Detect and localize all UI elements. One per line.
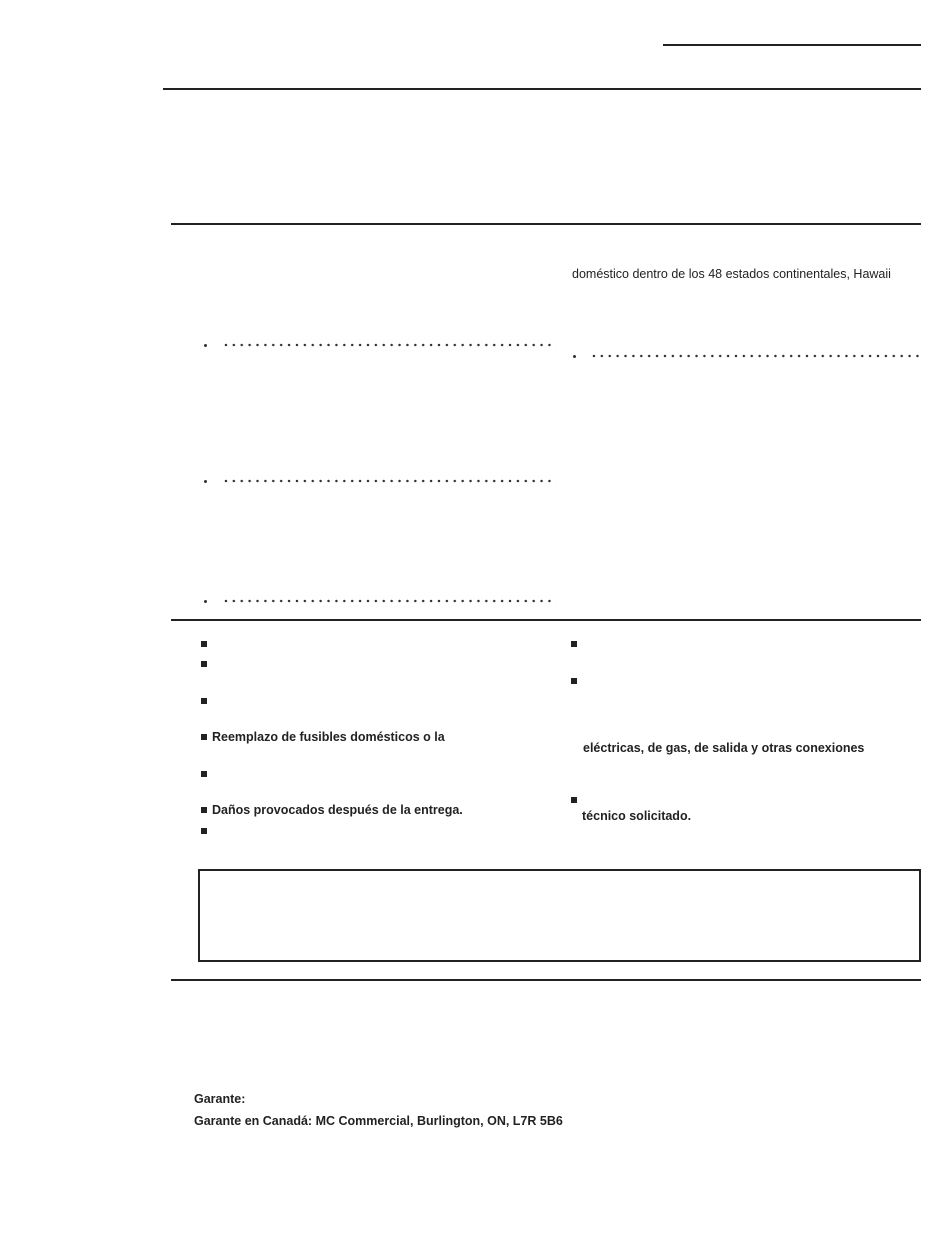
notice-box: [198, 869, 921, 962]
dot-leader-bullet: [204, 344, 207, 347]
list-item-fuses: Reemplazo de fusibles domésticos o la: [212, 730, 445, 744]
coverage-area-text: doméstico dentro de los 48 estados continentales, Hawaii: [572, 267, 891, 281]
list-bullet: [571, 797, 577, 803]
list-bullet: [201, 807, 207, 813]
dot-leader-bullet: [204, 480, 207, 483]
list-item-connections: eléctricas, de gas, de salida y otras conexiones: [583, 741, 865, 755]
list-bullet: [571, 641, 577, 647]
dot-leader-row: [222, 343, 556, 347]
dot-leader-bullet: [573, 355, 576, 358]
warrantor-canada: Garante en Canadá: MC Commercial, Burlington, ON, L7R 5B6: [194, 1114, 563, 1128]
header-full-rule: [163, 88, 921, 90]
section-divider-bottom: [171, 979, 921, 981]
list-bullet: [571, 678, 577, 684]
list-bullet: [201, 698, 207, 704]
list-item-technician: técnico solicitado.: [582, 809, 692, 823]
section-divider-top: [171, 223, 921, 225]
dot-leader-row: [222, 479, 556, 483]
list-bullet: [201, 771, 207, 777]
list-bullet: [201, 828, 207, 834]
warrantor-label: Garante:: [194, 1092, 246, 1106]
list-bullet: [201, 734, 207, 740]
section-divider-middle: [171, 619, 921, 621]
dot-leader-row: [590, 354, 921, 358]
dot-leader-row: [222, 599, 556, 603]
header-short-rule: [663, 44, 921, 46]
list-bullet: [201, 661, 207, 667]
list-item-damage: Daños provocados después de la entrega.: [212, 803, 463, 817]
dot-leader-bullet: [204, 600, 207, 603]
list-bullet: [201, 641, 207, 647]
